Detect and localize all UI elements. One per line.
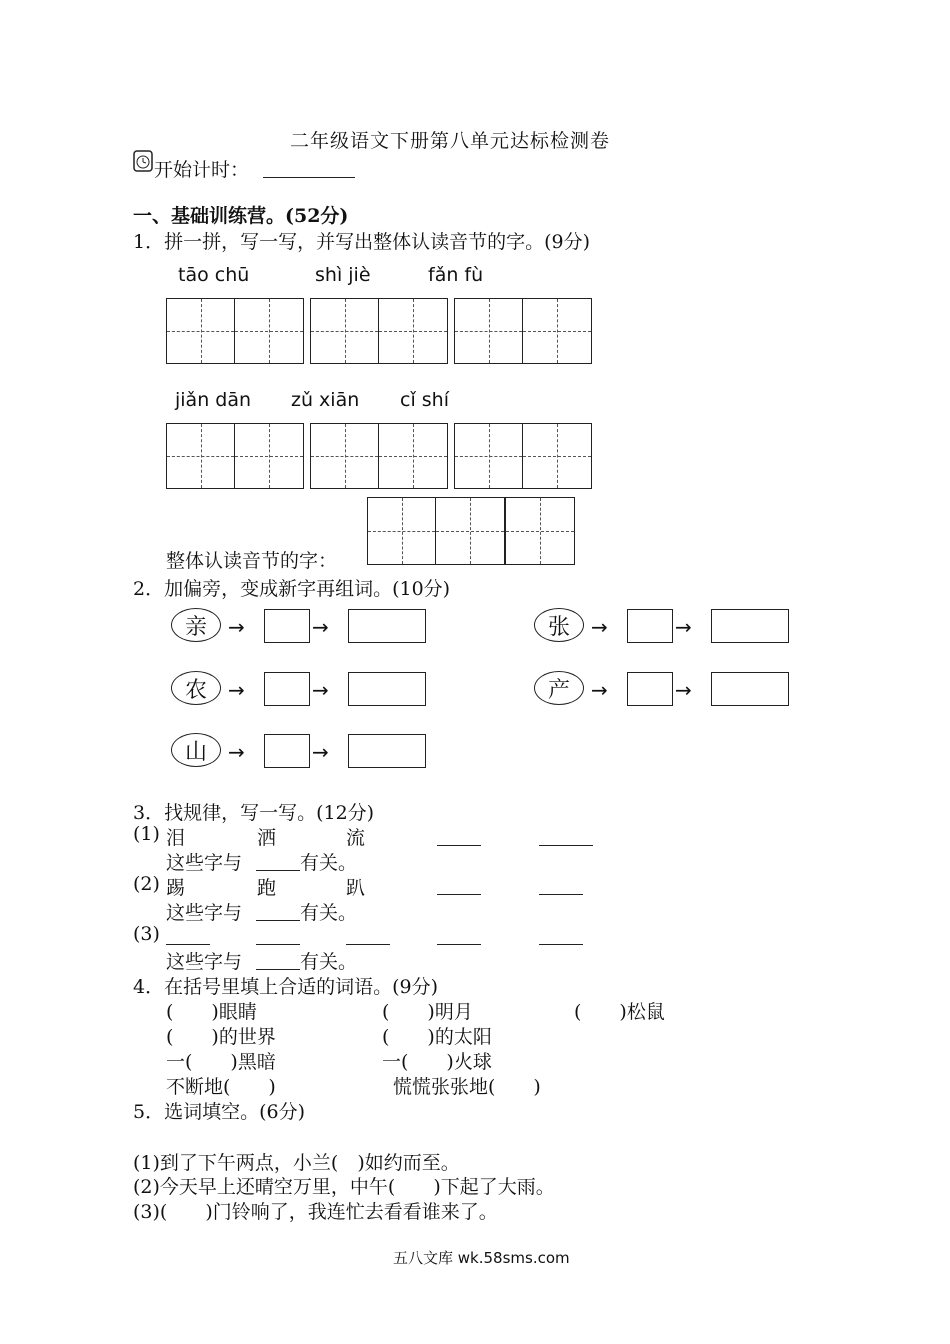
fill-item[interactable]: 慌慌张张地( ) <box>393 1076 541 1098</box>
clock-icon <box>133 150 153 172</box>
pinyin-label: shì jiè <box>315 264 371 286</box>
new-char-box[interactable] <box>264 609 310 643</box>
word-box[interactable] <box>348 672 426 706</box>
new-char-box[interactable] <box>264 734 310 768</box>
answer-blank[interactable] <box>437 943 481 945</box>
pinyin-label: fǎn fù <box>428 264 484 286</box>
answer-blank[interactable] <box>166 943 210 945</box>
pinyin-label: jiǎn dān <box>175 389 252 411</box>
arrow-icon: → <box>312 678 329 702</box>
answer-blank[interactable] <box>437 844 481 846</box>
arrow-icon: → <box>228 678 245 702</box>
arrow-icon: → <box>312 615 329 639</box>
radical-char-circle: 山 <box>171 733 221 767</box>
group-label: (1) <box>133 823 160 845</box>
page-title: 二年级语文下册第八单元达标检测卷 <box>290 130 611 152</box>
fill-item[interactable]: 不断地( ) <box>166 1076 276 1098</box>
answer-blank[interactable] <box>437 893 481 895</box>
writing-grid[interactable] <box>505 497 575 565</box>
fill-sentence[interactable]: (3)( )门铃响了，我连忙去看看谁来了。 <box>133 1201 498 1223</box>
word-box[interactable] <box>348 609 426 643</box>
word-box[interactable] <box>711 609 789 643</box>
fill-sentence[interactable]: (1)到了下午两点，小兰( )如约而至。 <box>133 1152 460 1174</box>
example-char: 泪 <box>166 827 186 849</box>
writing-grid[interactable] <box>310 298 448 364</box>
fill-item[interactable]: ( )松鼠 <box>574 1001 665 1023</box>
arrow-icon: → <box>675 615 692 639</box>
writing-grid[interactable] <box>367 497 505 565</box>
new-char-box[interactable] <box>627 672 673 706</box>
arrow-icon: → <box>312 740 329 764</box>
timer-blank[interactable] <box>263 176 355 178</box>
radical-char-circle: 张 <box>534 608 584 642</box>
footer-watermark: 五八文库 wk.58sms.com <box>393 1249 570 1267</box>
relation-text: 有关。 <box>300 852 358 874</box>
timer-label: 开始计时： <box>154 159 250 181</box>
new-char-box[interactable] <box>264 672 310 706</box>
q5-prompt: 5．选词填空。(6分) <box>133 1101 306 1123</box>
fill-item[interactable]: ( )眼睛 <box>166 1001 257 1023</box>
fill-item[interactable]: ( )的世界 <box>166 1026 276 1048</box>
radical-char-circle: 产 <box>534 671 584 705</box>
arrow-icon: → <box>675 678 692 702</box>
example-char: 趴 <box>346 877 366 899</box>
fill-item[interactable]: 一( )黑暗 <box>166 1051 276 1073</box>
pinyin-label: zǔ xiān <box>291 389 360 411</box>
arrow-icon: → <box>591 615 608 639</box>
new-char-box[interactable] <box>627 609 673 643</box>
arrow-icon: → <box>228 615 245 639</box>
fill-sentence[interactable]: (2)今天早上还晴空万里，中午( )下起了大雨。 <box>133 1176 555 1198</box>
answer-blank[interactable] <box>256 919 300 921</box>
writing-grid[interactable] <box>310 423 448 489</box>
pinyin-label: tāo chū <box>178 264 250 286</box>
relation-text: 有关。 <box>300 951 358 973</box>
fill-item[interactable]: ( )的太阳 <box>382 1026 492 1048</box>
answer-blank[interactable] <box>539 943 583 945</box>
answer-blank[interactable] <box>346 943 390 945</box>
relation-text: 这些字与 <box>166 902 243 924</box>
word-box[interactable] <box>348 734 426 768</box>
answer-blank[interactable] <box>539 844 593 846</box>
q2-prompt: 2．加偏旁，变成新字再组词。(10分) <box>133 578 451 600</box>
example-char: 踢 <box>166 877 186 899</box>
group-label: (2) <box>133 873 160 895</box>
example-char: 跑 <box>257 877 277 899</box>
radical-char-circle: 亲 <box>171 608 221 642</box>
writing-grid[interactable] <box>454 423 592 489</box>
fill-item[interactable]: ( )明月 <box>382 1001 473 1023</box>
arrow-icon: → <box>228 740 245 764</box>
relation-text: 这些字与 <box>166 951 243 973</box>
answer-blank[interactable] <box>256 943 300 945</box>
answer-blank[interactable] <box>256 968 300 970</box>
answer-blank[interactable] <box>256 869 300 871</box>
writing-grid[interactable] <box>166 423 304 489</box>
arrow-icon: → <box>591 678 608 702</box>
writing-grid[interactable] <box>454 298 592 364</box>
word-box[interactable] <box>711 672 789 706</box>
example-char: 流 <box>346 827 366 849</box>
relation-text: 有关。 <box>300 902 358 924</box>
radical-char-circle: 农 <box>171 671 221 705</box>
example-char: 洒 <box>257 827 277 849</box>
writing-grid[interactable] <box>166 298 304 364</box>
group-label: (3) <box>133 923 160 945</box>
fill-item[interactable]: 一( )火球 <box>382 1051 492 1073</box>
relation-text: 这些字与 <box>166 852 243 874</box>
whole-syllable-label: 整体认读音节的字： <box>166 550 338 572</box>
answer-blank[interactable] <box>539 893 583 895</box>
q3-prompt: 3．找规律，写一写。(12分) <box>133 802 375 824</box>
pinyin-label: cǐ shí <box>400 389 449 411</box>
q1-prompt: 1．拼一拼，写一写，并写出整体认读音节的字。(9分) <box>133 231 591 253</box>
q4-prompt: 4．在括号里填上合适的词语。(9分) <box>133 976 439 998</box>
section-heading: 一、基础训练营。(52分) <box>133 205 349 227</box>
